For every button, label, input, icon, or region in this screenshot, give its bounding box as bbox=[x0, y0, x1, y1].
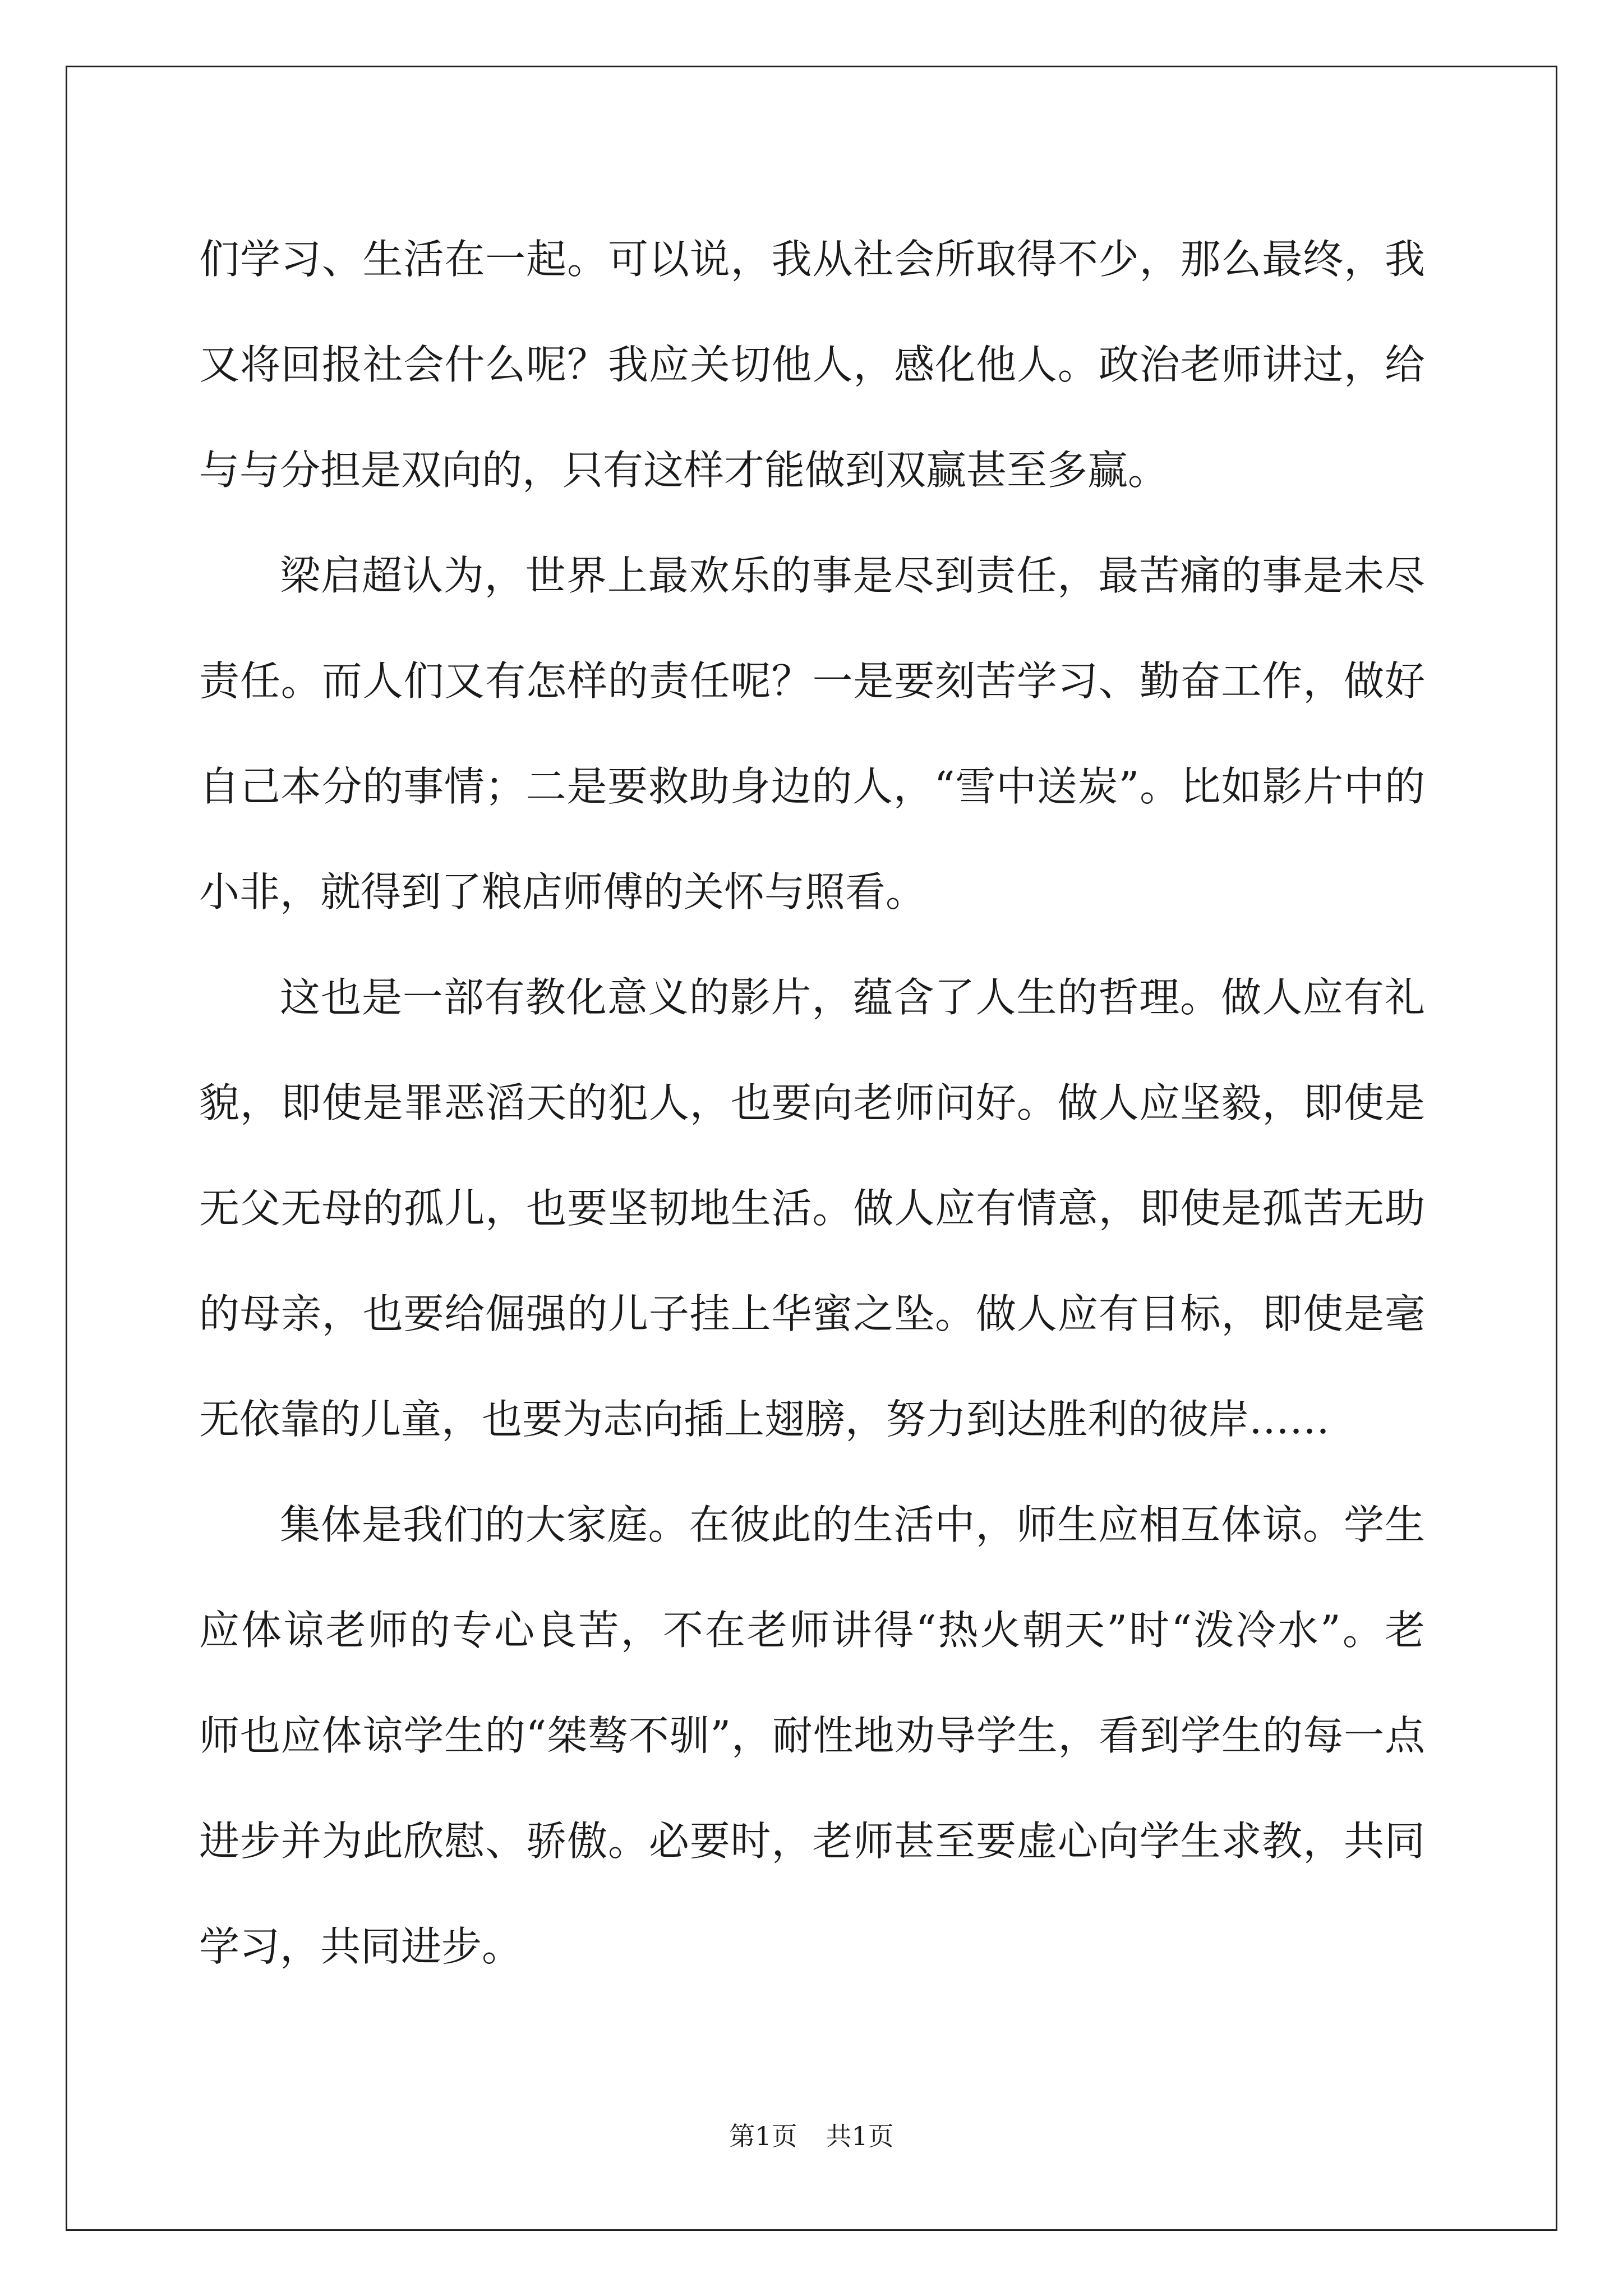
paragraph bbox=[199, 1472, 1425, 1999]
document-body bbox=[199, 206, 1425, 1999]
paragraph bbox=[199, 945, 1425, 1472]
text-line: 貌，即使是罪恶滔天的犯人，也要向老师问好。做人应坚毅，即使是 bbox=[199, 1079, 1425, 1126]
text-line: 集体是我们的大家庭。在彼此的生活中，师生应相互体谅。学生 bbox=[280, 1501, 1425, 1548]
text-line: 的母亲，也要给倔强的儿子挂上华蜜之坠。做人应有目标，即使是毫 bbox=[199, 1290, 1425, 1337]
paragraph bbox=[199, 523, 1425, 945]
text-line: 应体谅老师的专心良苦，不在老师讲得“热火朝天”时“泼冷水”。老 bbox=[199, 1607, 1425, 1654]
page-total: 共1页 bbox=[826, 2121, 894, 2151]
text-line: 梁启超认为，世界上最欢乐的事是尽到责任，最苦痛的事是未尽 bbox=[280, 552, 1425, 599]
text-line: 自己本分的事情；二是要救助身边的人，“雪中送炭”。比如影片中的 bbox=[199, 763, 1425, 810]
page-footer bbox=[0, 2119, 1623, 2153]
text-line: 师也应体谅学生的“桀骜不驯”，耐性地劝导学生，看到学生的每一点 bbox=[199, 1712, 1425, 1759]
text-line: 这也是一部有教化意义的影片，蕴含了人生的哲理。做人应有礼 bbox=[280, 974, 1425, 1021]
page-number: 第1页 bbox=[729, 2121, 797, 2151]
text-line: 们学习、生活在一起。可以说，我从社会所取得不少，那么最终，我 bbox=[199, 236, 1425, 283]
text-line: 小非，就得到了粮店师傅的关怀与照看。 bbox=[199, 868, 926, 915]
text-line: 与与分担是双向的，只有这样才能做到双赢甚至多赢。 bbox=[199, 447, 1169, 494]
paragraph bbox=[199, 206, 1425, 523]
text-line: 无父无母的孤儿，也要坚韧地生活。做人应有情意，即使是孤苦无助 bbox=[199, 1185, 1425, 1232]
text-line: 学习，共同进步。 bbox=[199, 1923, 523, 1970]
text-line: 无依靠的儿童，也要为志向插上翅膀，努力到达胜利的彼岸…… bbox=[199, 1396, 1330, 1443]
text-line: 责任。而人们又有怎样的责任呢？一是要刻苦学习、勤奋工作，做好 bbox=[199, 657, 1425, 705]
text-line: 进步并为此欣慰、骄傲。必要时，老师甚至要虚心向学生求教，共同 bbox=[199, 1818, 1425, 1865]
text-line: 又将回报社会什么呢？我应关切他人，感化他人。政治老师讲过，给 bbox=[199, 341, 1425, 388]
